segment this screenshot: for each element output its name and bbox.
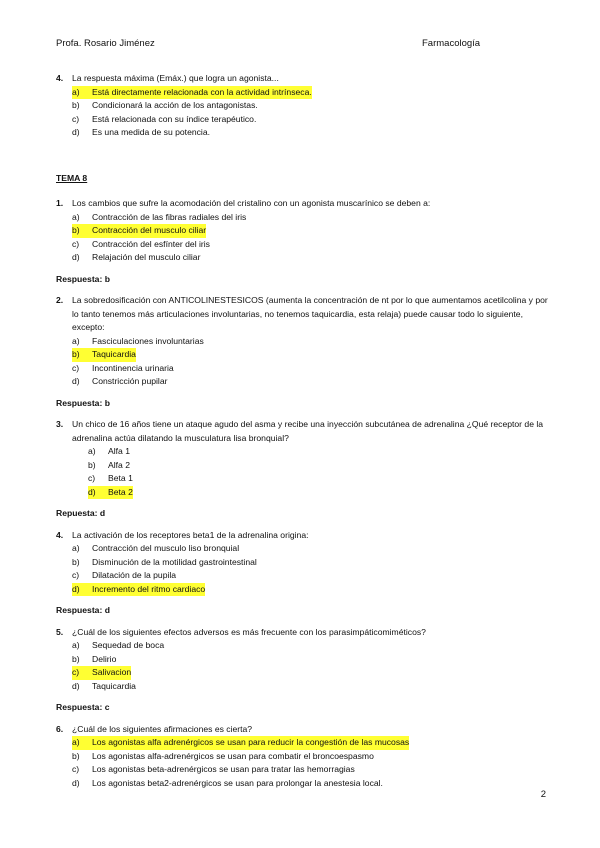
option-letter: a) xyxy=(72,736,92,750)
question-block xyxy=(56,529,556,618)
option-letter: c) xyxy=(72,238,80,249)
answer-key: Respuesta: b xyxy=(56,397,110,408)
question-number: 3. xyxy=(56,419,64,429)
option-text: Constricción pupilar xyxy=(92,376,168,386)
option-text: Sequedad de boca xyxy=(92,640,165,650)
answer-option xyxy=(72,211,556,225)
question-block xyxy=(56,418,556,521)
question-item xyxy=(56,197,556,211)
answer-option xyxy=(72,777,556,791)
answer-option xyxy=(72,126,556,140)
option-letter: d) xyxy=(88,486,108,500)
option-text-highlighted: Salivacion xyxy=(92,666,131,680)
option-text: Fasciculaciones involuntarias xyxy=(92,335,204,346)
question-number: 5. xyxy=(56,626,64,637)
option-letter: b) xyxy=(88,459,96,470)
answer-option xyxy=(72,542,556,556)
option-letter: b) xyxy=(72,224,92,238)
answer-key: Respuesta: b xyxy=(56,273,110,284)
answer-option xyxy=(72,362,556,376)
option-text-highlighted: Los agonistas alfa adrenérgicos se usan para reducir la congestión de las mucosas xyxy=(92,736,409,750)
option-text-highlighted: Incremento del ritmo cardiaco xyxy=(92,583,205,597)
option-text: Disminución de la motilidad gastrointestinal xyxy=(92,556,257,567)
option-text-highlighted: Beta 2 xyxy=(108,486,133,500)
answer-option xyxy=(88,472,556,486)
answer-option xyxy=(72,666,556,680)
question-text: Un chico de 16 años tiene un ataque agudo del asma y recibe una inyección subcutánea de adrenalina ¿Qué receptor de la adrenalina actúa dilatando la musculatura lisa bronquial? xyxy=(72,419,544,443)
option-letter: a) xyxy=(72,335,80,346)
option-letter: d) xyxy=(72,376,80,386)
question-number: 4. xyxy=(56,73,64,83)
answer-option xyxy=(72,113,556,127)
question-number: 1. xyxy=(56,198,64,208)
answer-option xyxy=(72,335,556,349)
question-number: 4. xyxy=(56,529,64,540)
answer-option xyxy=(72,680,556,694)
section-heading: TEMA 8 xyxy=(56,172,88,183)
option-text: Es una medida de su potencia. xyxy=(92,127,211,137)
option-text: Condicionará la acción de los antagonistas. xyxy=(92,100,258,110)
option-letter: d) xyxy=(72,583,92,597)
option-letter: a) xyxy=(72,640,80,650)
option-text: Contracción de las fibras radiales del iris xyxy=(92,211,247,222)
option-text: Delirio xyxy=(92,653,117,664)
answer-option xyxy=(72,86,556,100)
answer-option xyxy=(72,238,556,252)
answer-option xyxy=(72,251,556,265)
option-letter: d) xyxy=(72,680,80,691)
option-text: Los agonistas beta2-adrenérgicos se usan para prolongar la anestesia local. xyxy=(92,777,383,788)
option-text: Incontinencia urinaria xyxy=(92,362,174,373)
option-letter: a) xyxy=(72,86,92,100)
option-text: Los agonistas alfa-adrenérgicos se usan para combatir el broncoespasmo xyxy=(92,750,374,761)
option-text: Dilatación de la pupila xyxy=(92,570,177,580)
option-text-highlighted: Taquicardia xyxy=(92,348,136,362)
question-block xyxy=(56,723,556,791)
option-text: Alfa 2 xyxy=(108,459,130,470)
question-item xyxy=(56,418,556,445)
question-list xyxy=(56,197,556,790)
option-letter: c) xyxy=(72,570,80,580)
option-letter: d) xyxy=(72,252,80,262)
question-text: ¿Cuál de los siguientes efectos adversos es más frecuente con los parasimpáticomiméticos? xyxy=(72,626,426,637)
option-letter: b) xyxy=(72,653,80,664)
question-text: La sobredosificación con ANTICOLINESTESICOS (aumenta la concentración de nt por lo que aumentamos acetilcolina y por lo tanto tenemos más articulaciones involuntarias, no tenemos taquicardia, esta relaja) puede causar todo lo siguiente, excepto: xyxy=(72,295,548,332)
question-text: ¿Cuál de los siguientes afirmaciones es cierta? xyxy=(72,723,253,734)
author-name: Profa. Rosario Jiménez xyxy=(56,38,155,49)
question-block xyxy=(56,626,556,715)
option-text: Contracción del musculo liso bronquial xyxy=(92,543,240,553)
question-item xyxy=(56,723,556,737)
option-letter: a) xyxy=(88,446,96,456)
answer-option xyxy=(72,639,556,653)
option-letter: a) xyxy=(72,211,80,222)
subject-title: Farmacología xyxy=(422,38,481,49)
option-letter: b) xyxy=(72,556,80,567)
document-body xyxy=(56,72,556,790)
option-letter: b) xyxy=(72,750,80,761)
option-letter: b) xyxy=(72,348,92,362)
answer-option xyxy=(72,583,556,597)
question-text: Los cambios que sufre la acomodación del cristalino con un agonista muscarínico se deben a: xyxy=(72,198,431,208)
option-text-highlighted: Está directamente relacionada con la actividad intrínseca. xyxy=(92,86,312,100)
answer-option xyxy=(72,99,556,113)
question-number: 2. xyxy=(56,295,64,305)
option-letter: c) xyxy=(72,666,92,680)
option-text: Está relacionada con su índice terapéutico. xyxy=(92,113,257,124)
option-text-highlighted: Contracción del musculo ciliar xyxy=(92,224,206,238)
answer-option xyxy=(88,445,556,459)
question-number: 6. xyxy=(56,723,64,734)
question-block xyxy=(56,294,556,410)
question-item xyxy=(56,626,556,640)
option-letter: b) xyxy=(72,100,80,110)
answer-option xyxy=(72,653,556,667)
answer-key: Respuesta: c xyxy=(56,702,110,712)
answer-option xyxy=(72,736,556,750)
option-text: Los agonistas beta-adrenérgicos se usan para tratar las hemorragias xyxy=(92,764,355,774)
option-list xyxy=(56,86,556,140)
answer-option xyxy=(72,556,556,570)
question-item xyxy=(56,529,556,543)
option-letter: c) xyxy=(72,113,80,124)
option-letter: d) xyxy=(72,127,80,137)
option-letter: c) xyxy=(72,362,80,373)
question-text: La activación de los receptores beta1 de la adrenalina origina: xyxy=(72,529,309,540)
page-number: 2 xyxy=(540,789,546,800)
question-item xyxy=(56,294,556,335)
answer-key: Repuesta: d xyxy=(56,508,106,518)
option-letter: c) xyxy=(88,473,96,483)
option-text: Alfa 1 xyxy=(108,446,130,456)
answer-key: Respuesta: d xyxy=(56,605,110,615)
answer-option xyxy=(72,224,556,238)
answer-option xyxy=(72,375,556,389)
option-text: Relajación del musculo ciliar xyxy=(92,252,201,262)
question-item xyxy=(56,72,556,86)
option-text: Taquicardia xyxy=(92,680,136,691)
question-block xyxy=(56,197,556,286)
answer-option xyxy=(88,459,556,473)
answer-option xyxy=(72,348,556,362)
answer-option xyxy=(88,486,556,500)
answer-option xyxy=(72,750,556,764)
option-letter: d) xyxy=(72,777,80,788)
option-text: Contracción del esfínter del iris xyxy=(92,238,210,249)
option-text: Beta 1 xyxy=(108,473,133,483)
option-letter: c) xyxy=(72,764,80,774)
option-letter: a) xyxy=(72,543,80,553)
answer-option xyxy=(72,569,556,583)
answer-option xyxy=(72,763,556,777)
question-text: La respuesta máxima (Emáx.) que logra un agonista... xyxy=(72,73,279,83)
